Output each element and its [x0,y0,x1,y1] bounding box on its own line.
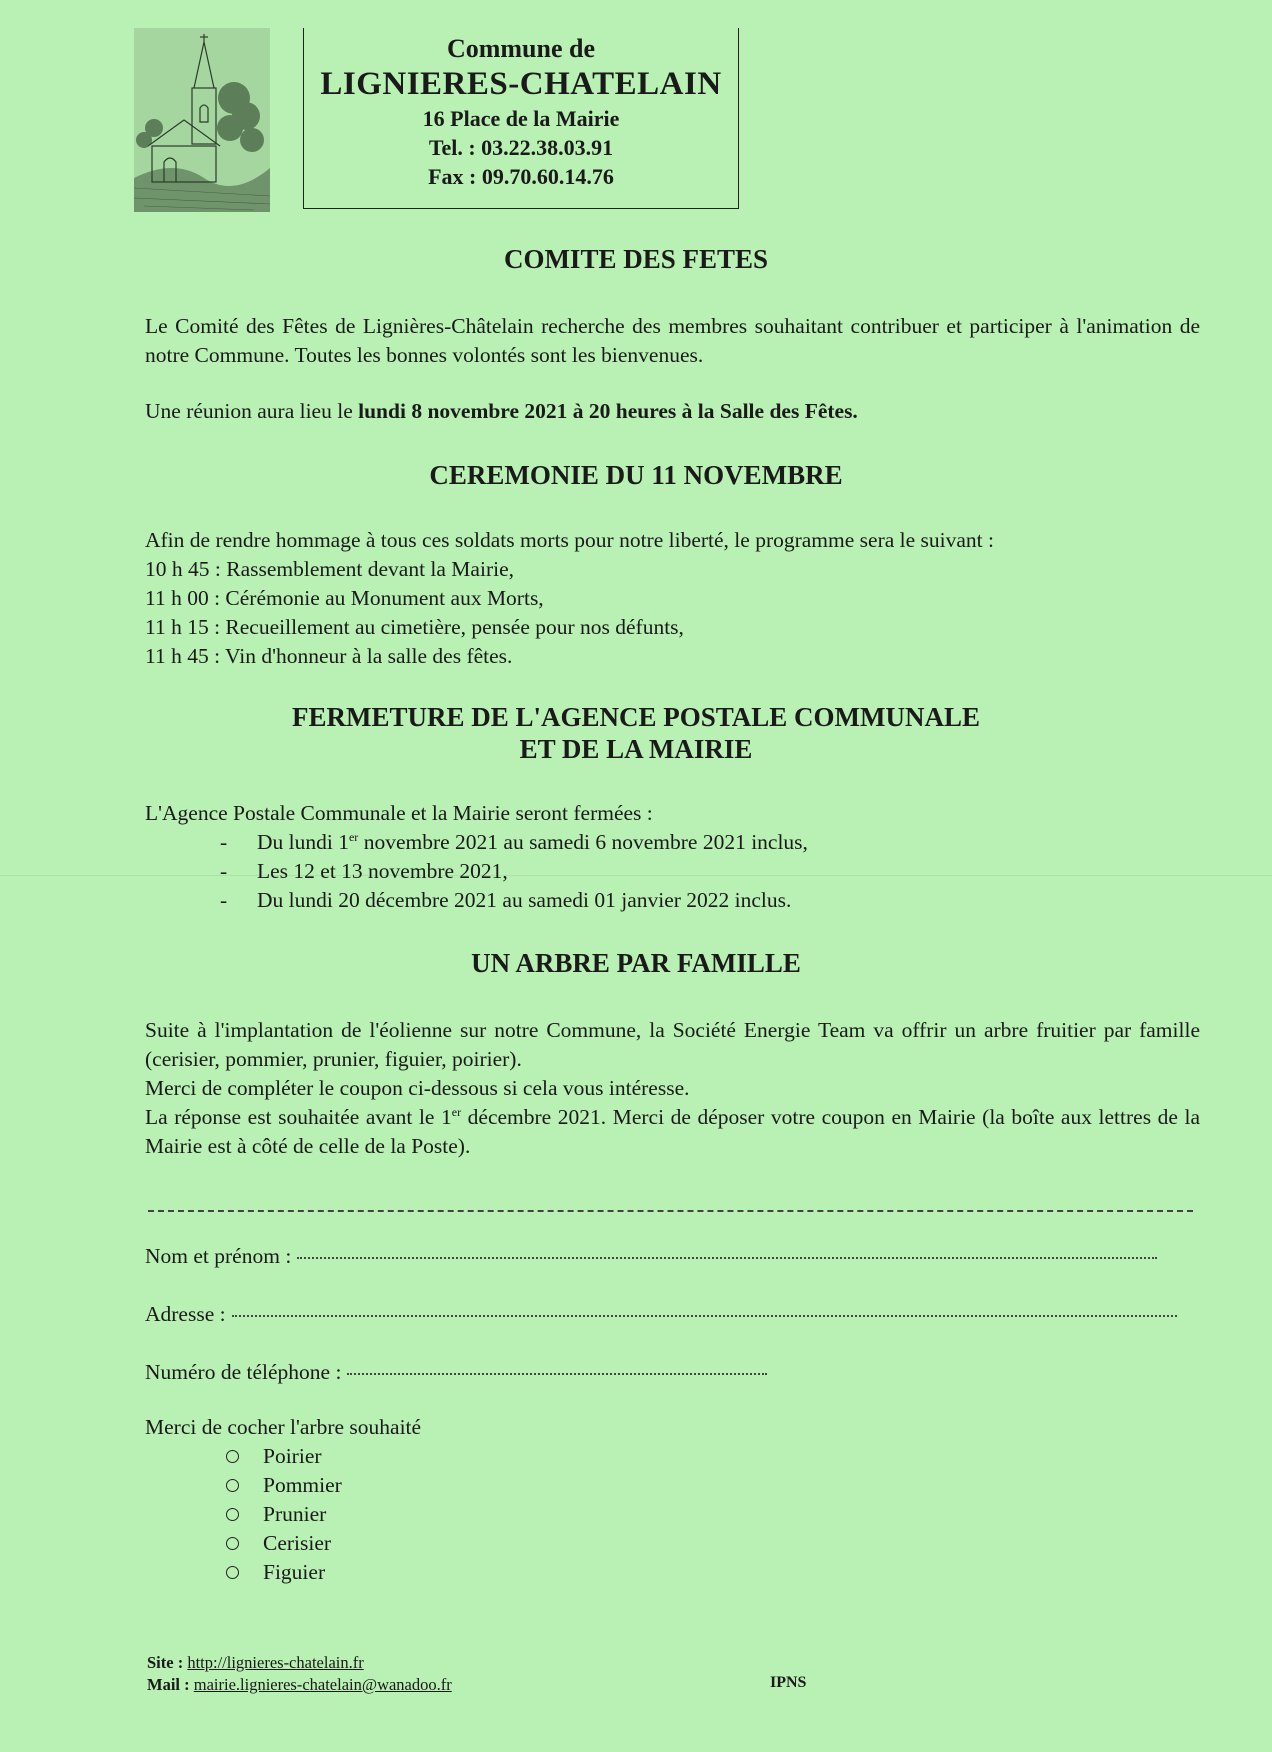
list-dash: - [220,888,228,912]
schedule-item: 11 h 00 : Cérémonie au Monument aux Morts, [145,586,544,610]
address-label: Adresse : [145,1302,226,1326]
closure-text-part: Du lundi 1 [257,830,349,854]
choose-tree-label: Merci de cocher l'arbre souhaité [145,1415,422,1439]
mail-link[interactable]: mairie.lignieres-chatelain@wanadoo.fr [193,1675,452,1694]
mail-label: Mail : [147,1675,190,1694]
tree-option-poirier[interactable] [226,1442,342,1471]
name-label: Nom et prénom : [145,1244,292,1268]
closure-list [220,828,808,915]
comite-text: Le Comité des Fêtes de Lignières-Châtelain recherche des membres souhaitant contribuer et participer à l'animation de notre Commune. Toutes les bonnes volontés sont les bienvenues. [145,314,1200,367]
coupon-address-field[interactable] [145,1302,1177,1327]
site-label: Site : [147,1653,184,1672]
phone-label: Numéro de téléphone : [145,1360,342,1384]
list-dash: - [220,859,228,883]
ordinal-sup: er [348,829,359,844]
ordinal-sup: er [451,1104,462,1119]
radio-circle-icon[interactable] [226,1479,239,1492]
radio-circle-icon[interactable] [226,1566,239,1579]
mairie-address: 16 Place de la Mairie [422,106,620,131]
comite-meeting [145,397,1200,426]
closure-item [220,828,808,857]
church-logo [134,28,270,212]
mairie-fax: Fax : 09.70.60.14.76 [428,164,614,189]
phone-fill-line[interactable] [347,1373,767,1375]
radio-circle-icon[interactable] [226,1450,239,1463]
closure-text: Les 12 et 13 novembre 2021, [257,859,508,883]
name-fill-line[interactable] [297,1257,1157,1259]
arbre-text: Suite à l'implantation de l'éolienne sur notre Commune, la Société Energie Team va offrir un arbre fruitier par famille (cerisier, pommier, prunier, figuier, poirier). [145,1018,1200,1071]
section-title-comite: COMITE DES FETES [503,244,769,274]
mairie-tel: Tel. : 03.22.38.03.91 [428,135,614,160]
option-label: Prunier [263,1502,327,1526]
list-dash: - [220,830,228,854]
schedule-item: 10 h 45 : Rassemblement devant la Mairie, [145,557,514,581]
ceremonie-intro: Afin de rendre hommage à tous ces soldats morts pour notre liberté, le programme sera le suivant : [145,528,994,552]
coupon-cut-line [148,1210,1193,1212]
option-label: Cerisier [263,1531,332,1555]
meeting-date: lundi 8 novembre 2021 à 20 heures à la Salle des Fêtes. [358,399,858,423]
arbre-coupon-note: Merci de compléter le coupon ci-dessous si cela vous intéresse. [145,1076,690,1100]
footer-site [147,1652,452,1674]
footer-contact [147,1652,452,1696]
radio-circle-icon[interactable] [226,1537,239,1550]
commune-name: LIGNIERES-CHATELAIN [320,66,722,102]
fermeture-intro: L'Agence Postale Communale et la Mairie seront fermées : [145,801,653,825]
site-link[interactable]: http://lignieres-chatelain.fr [187,1653,364,1672]
section-title-ceremonie: CEREMONIE DU 11 NOVEMBRE [429,460,843,490]
closure-text-part: novembre 2021 au samedi 6 novembre 2021 inclus, [358,830,808,854]
schedule-item: 11 h 15 : Recueillement au cimetière, pensée pour nos défunts, [145,615,684,639]
tree-options [226,1442,342,1587]
mairie-address-box [303,28,739,209]
section-title-arbre: UN ARBRE PAR FAMILLE [471,948,801,978]
option-label: Pommier [263,1473,342,1497]
option-label: Figuier [263,1560,326,1584]
ceremonie-schedule [145,555,684,671]
coupon-phone-field[interactable] [145,1360,767,1385]
section-title-fermeture-2: ET DE LA MAIRIE [519,734,753,764]
closure-item [220,886,808,915]
ipns-mark: IPNS [770,1674,807,1691]
schedule-item: 11 h 45 : Vin d'honneur à la salle des fêtes. [145,644,513,668]
closure-item [220,857,808,886]
option-label: Poirier [263,1444,322,1468]
tree-option-pommier[interactable] [226,1471,342,1500]
address-fill-line[interactable] [232,1315,1177,1317]
arbre-deadline [145,1103,1200,1161]
closure-text: Du lundi 20 décembre 2021 au samedi 01 janvier 2022 inclus. [257,888,792,912]
tree-option-cerisier[interactable] [226,1529,342,1558]
deadline-part: La réponse est souhaitée avant le 1 [145,1105,452,1129]
closure-text [257,828,808,857]
meeting-prefix: Une réunion aura lieu le [145,399,359,423]
deadline-part: décembre 2021. Merci de déposer votre coupon en Mairie (la boîte aux lettres de la Mairie est à côté de celle de la Poste). [145,1105,1200,1158]
coupon-name-field[interactable] [145,1244,1157,1269]
section-title-fermeture-1: FERMETURE DE L'AGENCE POSTALE COMMUNALE [291,702,981,732]
footer-mail [147,1674,452,1696]
tree-option-figuier[interactable] [226,1558,342,1587]
commune-label: Commune de [446,34,596,63]
tree-option-prunier[interactable] [226,1500,342,1529]
radio-circle-icon[interactable] [226,1508,239,1521]
